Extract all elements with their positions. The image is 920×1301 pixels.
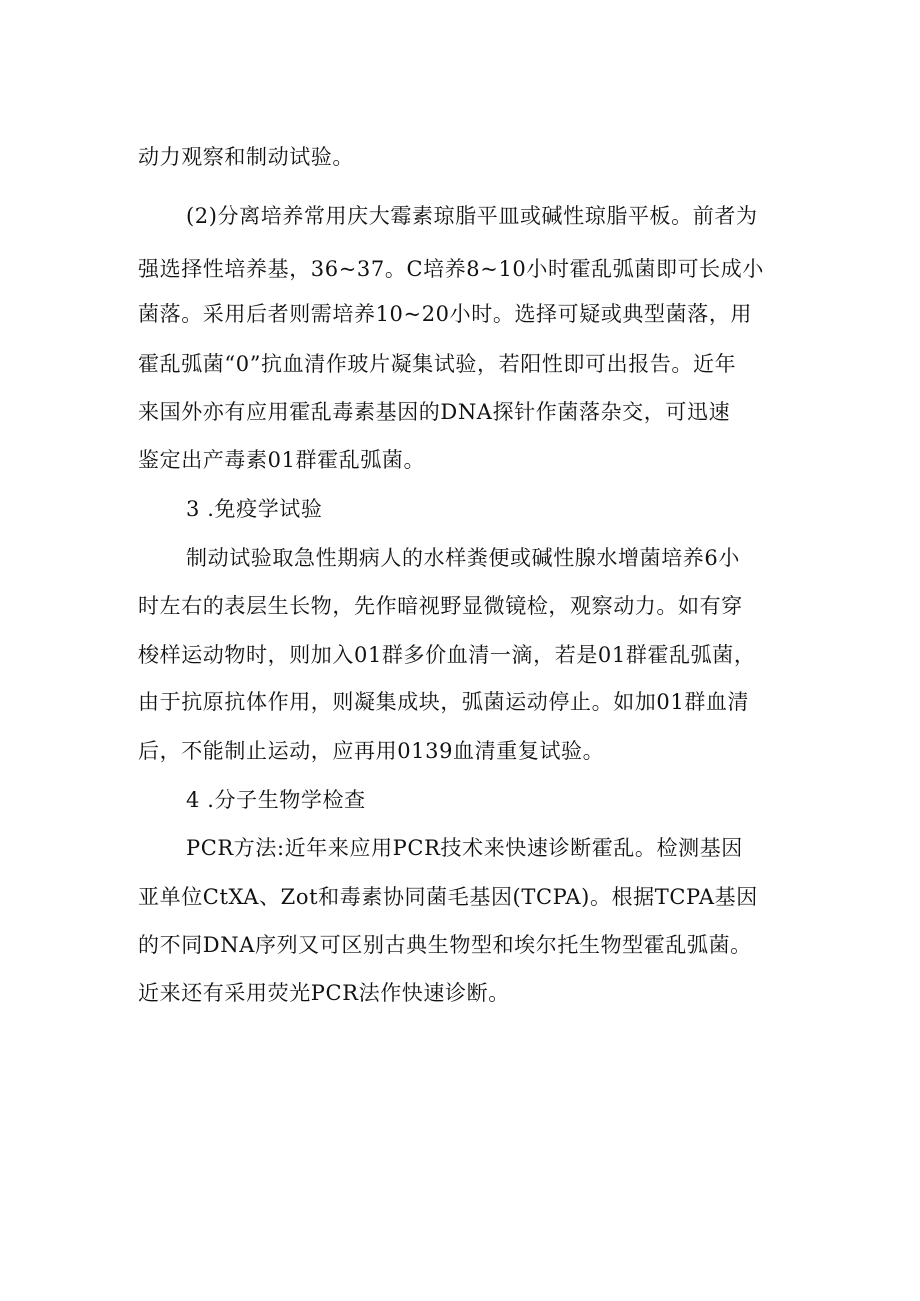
text-line: 近来还有采用荧光PCR法作快速诊断。 [138, 981, 510, 1005]
text-line: 梭样运动物时，则加入01群多价血清一滴，若是01群霍乱弧菌， [138, 643, 756, 667]
text-line: PCR方法:近年来应用PCR技术来快速诊断霍乱。检测基因 [186, 836, 743, 860]
text-line: 菌落。采用后者则需培养10~20小时。选择可疑或典型菌落，用 [138, 302, 753, 326]
text-line: 由于抗原抗体作用，则凝集成块，弧菌运动停止。如加01群血清 [138, 690, 750, 714]
section-heading: 4 .分子生物学检查 [186, 788, 366, 812]
text-line: 的不同DNA序列又可区别古典生物型和埃尔托生物型霍乱弧菌。 [138, 933, 752, 957]
text-line: 后，不能制止运动，应再用0139血清重复试验。 [138, 739, 605, 763]
text-line: 亚单位CtXA、Zot和毒素协同菌毛基因(TCPA)。根据TCPA基因 [138, 885, 758, 909]
text-line: 时左右的表层生长物，先作暗视野显微镜检，观察动力。如有穿 [138, 594, 743, 618]
text-line: 鉴定出产毒素01群霍乱弧菌。 [138, 448, 426, 472]
text-line: (2)分离培养常用庆大霉素琼脂平皿或碱性琼脂平板。前者为 [186, 204, 758, 228]
text-line: 强选择性培养基，36~37。C培养8~10小时霍乱弧菌即可长成小 [138, 257, 764, 281]
text-line: 制动试验取急性期病人的水样粪便或碱性腺水增菌培养6小 [186, 546, 740, 570]
section-heading: 3 .免疫学试验 [186, 497, 323, 521]
text-line: 动力观察和制动试验。 [138, 145, 354, 169]
text-line: 霍乱弧菌“0”抗血清作玻片凝集试验，若阳性即可出报告。近年 [138, 352, 737, 376]
text-line: 来国外亦有应用霍乱毒素基因的DNA探针作菌落杂交，可迅速 [138, 400, 731, 424]
